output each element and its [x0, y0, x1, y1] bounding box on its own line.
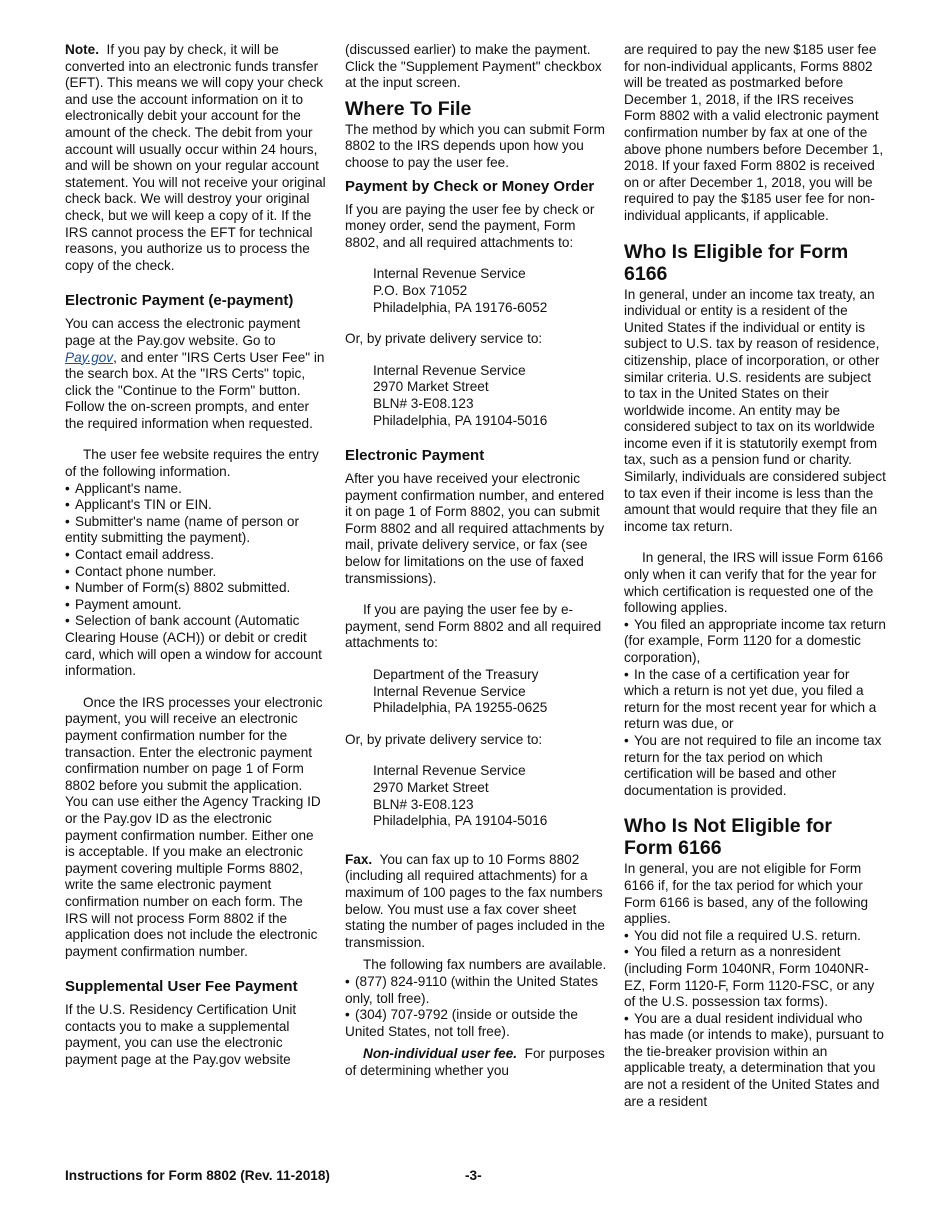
list-item: • Submitter's name (name of person or entity submitting the payment).	[65, 513, 299, 546]
list-item: • (304) 707-9792 (inside or outside the United States, not toll free).	[345, 1007, 578, 1039]
issue-list	[624, 617, 886, 800]
paygov-link[interactable]: Pay.gov	[65, 349, 114, 365]
list-item: • You are not required to file an income tax return for the tax period on which certification will be based and other documentation is provided.	[624, 732, 882, 798]
electronic-payment-heading: Electronic Payment	[345, 447, 485, 465]
fax-numbers-list	[345, 974, 607, 1040]
eligible-paragraph: In general, under an income tax treaty, an individual or entity is a resident of the United States if the individual or entity is subject to U.S. tax by reason of residence, citizenship, place of incorporation, or other similar criteria. U.S. residents are subject to tax in the United States on their worldwide income. An entity may be considered subject to tax on its worldwide income even if it is statutorily exempt from tax, such as a pension fund or charity. Similarly, individuals are considered subject to tax even if their income is less than the amount that would require that they file an income tax return.	[624, 286, 886, 534]
processes-paragraph: Once the IRS processes your electronic payment, you will receive an electronic payment confirmation number for the transaction. Enter the electronic payment confirmation number on page 1 of Form 8802 before you submit the application. You can use either the Agency Tracking ID or the Pay.gov ID as the electronic payment confirmation number. Either one is acceptable. If you make an electronic payment covering multiple Forms 8802, write the same electronic payment confirmation number on each form. The IRS will not process Form 8802 if the application does not include the electronic payment confirmation number.	[65, 694, 323, 959]
note-text: If you pay by check, it will be converted into an electronic funds transfer (EFT). This means we will copy your check and use the account information on it to electronically debit your account for the amount of the check. The debit from your account will usually occur within 24 hours, and will be shown on your regular account statement. You will not receive your original check back. We will destroy your original check, but we will keep a copy of it. If the IRS cannot process the EFT for technical reasons, you authorize us to process the copy of the check.	[65, 42, 326, 273]
or-private-1: Or, by private delivery service to:	[345, 331, 543, 347]
list-item: • Number of Form(s) 8802 submitted.	[65, 580, 291, 596]
note-paragraph	[65, 42, 327, 274]
address-block: Internal Revenue Service 2970 Market Street BLN# 3-E08.123 Philadelphia, PA 19104-5016	[373, 763, 548, 829]
list-item: • Selection of bank account (Automatic Clearing House (ACH)) or debit or credit card, which will open a window for account information.	[65, 613, 322, 679]
issue-paragraph: In general, the IRS will issue Form 6166 only when it can verify that for the year for which certification is requested one of the following applies.	[624, 550, 884, 616]
list-item: • You did not file a required U.S. return.	[624, 927, 861, 943]
list-item: • (877) 824-9110 (within the United States only, toll free).	[345, 973, 599, 1006]
epay-paragraph	[65, 316, 327, 432]
epay-text-a: You can access the electronic payment page at the Pay.gov website. Go to	[65, 316, 301, 348]
fax-numbers-intro: The following fax numbers are available.	[363, 957, 607, 973]
check-paragraph: If you are paying the user fee by check or money order, send the payment, Form 8802, and all required attachments to:	[345, 201, 595, 250]
or-private-2: Or, by private delivery service to:	[345, 731, 543, 747]
not-eligible-list	[624, 928, 886, 1111]
list-item: • In the case of a certification year for which a return is not yet due, you filed a return for the most recent year for which a return was due, or	[624, 666, 877, 732]
list-item: • Applicant's TIN or EIN.	[65, 497, 212, 513]
supp-paragraph: If the U.S. Residency Certification Unit contacts you to make a supplemental payment, you can use the electronic payment page at the Pay.gov website	[65, 1002, 297, 1068]
elec-paragraph: After you have received your electronic payment confirmation number, and entered it on page 1 of Form 8802, you can submit Form 8802 and all required attachments by mail, private delivery service, or fax (see below for limitations on the use of faxed transmissions).	[345, 471, 605, 586]
epay-send-paragraph: If you are paying the user fee by e-payment, send Form 8802 and all required attachments to:	[345, 602, 602, 651]
not-eligible-heading: Who Is Not Eligible for Form 6166	[624, 815, 832, 860]
page-number: -3-	[465, 1168, 482, 1183]
list-item: • You filed an appropriate income tax return (for example, Form 1120 for a domestic corporation),	[624, 616, 886, 665]
address-block: Internal Revenue Service P.O. Box 71052 Philadelphia, PA 19176-6052	[373, 266, 548, 315]
list-item: • You are a dual resident individual who has made (or intends to make), pursuant to the tie-breaker provision within an applicable treaty, a determination that you are not a resident of the United States and are a resident	[624, 1010, 884, 1109]
list-item: • You filed a return as a nonresident (including Form 1040NR, Form 1040NR-EZ, Form 1120-F, Form 1120-FSC, or any of the U.S. possession tax forms).	[624, 944, 875, 1010]
list-item: • Contact email address.	[65, 547, 215, 563]
list-item: • Contact phone number.	[65, 563, 217, 579]
nonind-continued: are required to pay the new $185 user fee for non-individual applicants, Forms 8802 will be treated as postmarked before December 1, 2018, if the IRS receives Form 8802 with a valid electronic payment confirmation number by fax at one of the above phone numbers before December 1, 2018. If your faxed Form 8802 is received on or after December 1, 2018, you will be required to pay the $185 user fee for non-individual applicants, if applicable.	[624, 42, 884, 223]
nonind-paragraph: Non-individual user fee. For purposes of determining whether you	[345, 1046, 605, 1078]
where-to-file-heading: Where To File	[345, 97, 472, 120]
form-title: Instructions for Form 8802 (Rev. 11-2018)	[65, 1168, 330, 1183]
nonind-label: Non-individual user fee.	[363, 1046, 518, 1062]
supp-heading: Supplemental User Fee Payment	[65, 978, 298, 996]
column-3	[624, 42, 886, 1125]
address-block: Department of the Treasury Internal Revenue Service Philadelphia, PA 19255-0625	[373, 667, 548, 716]
userfee-list	[65, 481, 327, 680]
column-2	[345, 42, 607, 1095]
fax-paragraph: Fax. You can fax up to 10 Forms 8802 (including all required attachments) for a maximum of 100 pages to the fax numbers below. You must use a fax cover sheet stating the number of pages included in the transmission.	[345, 851, 605, 950]
supp-continued: (discussed earlier) to make the payment. Click the "Supplement Payment" checkbox at the input screen.	[345, 42, 602, 91]
where-paragraph: The method by which you can submit Form 8802 to the IRS depends upon how you choose to pay the user fee.	[345, 121, 605, 170]
fax-label: Fax.	[345, 851, 373, 867]
epay-heading: Electronic Payment (e-payment)	[65, 292, 294, 310]
note-label: Note.	[65, 42, 99, 57]
address-block: Internal Revenue Service 2970 Market Street BLN# 3-E08.123 Philadelphia, PA 19104-5016	[373, 362, 548, 428]
userfee-intro: The user fee website requires the entry of the following information.	[65, 447, 319, 480]
list-item: • Applicant's name.	[65, 480, 182, 496]
not-eligible-paragraph: In general, you are not eligible for Form 6166 if, for the tax period for which your Form 6166 is based, any of the following applies.	[624, 861, 869, 927]
column-1	[65, 42, 327, 1084]
epay-text-b: , and enter "IRS Certs User Fee" in the search box. At the "IRS Certs" topic, click the "Continue to the Form" button. Follow the on-screen prompts, and enter the required information when requested.	[65, 349, 325, 431]
list-item: • Payment amount.	[65, 596, 182, 612]
eligible-heading: Who Is Eligible for Form 6166	[624, 240, 849, 285]
check-heading: Payment by Check or Money Order	[345, 177, 595, 195]
